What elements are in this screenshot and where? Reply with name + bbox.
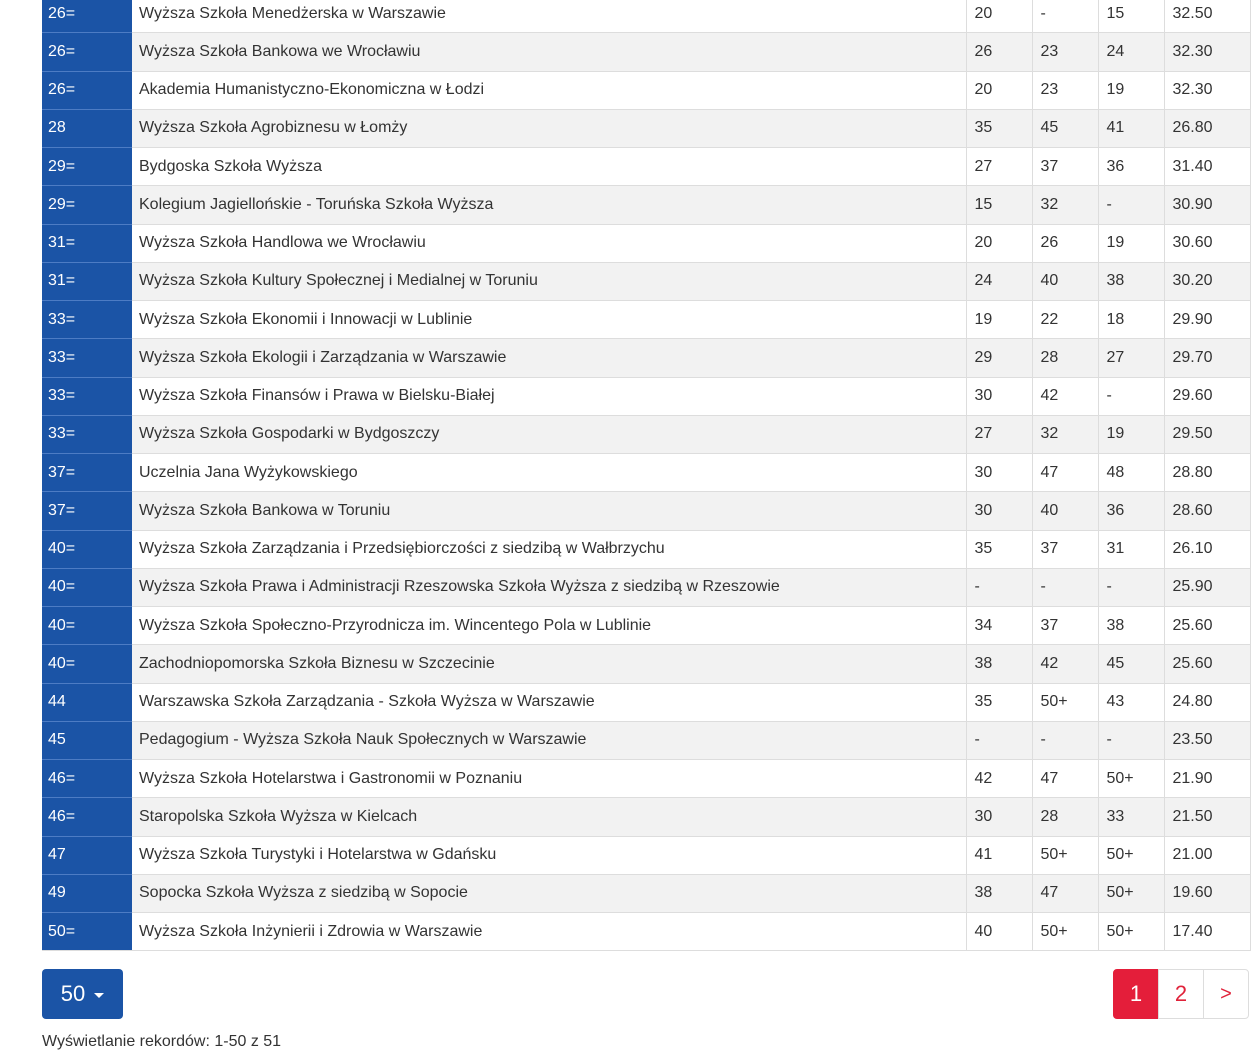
table-row [42, 874, 1250, 912]
ranking-table [42, 0, 1250, 951]
rank-cell: 26= [42, 33, 132, 71]
indicator-c-cell: 50+ [1098, 836, 1164, 874]
indicator-a-cell: - [966, 721, 1032, 759]
score-cell: 29.50 [1164, 415, 1250, 453]
rank-cell: 37= [42, 492, 132, 530]
score-cell: 32.30 [1164, 33, 1250, 71]
indicator-b-cell: 32 [1032, 415, 1098, 453]
indicator-c-cell: 38 [1098, 607, 1164, 645]
table-row [42, 492, 1250, 530]
rank-cell: 33= [42, 339, 132, 377]
indicator-c-cell: 31 [1098, 530, 1164, 568]
indicator-a-cell: 15 [966, 186, 1032, 224]
university-name-cell: Staropolska Szkoła Wyższa w Kielcach [132, 798, 966, 836]
indicator-c-cell: 33 [1098, 798, 1164, 836]
indicator-c-cell: - [1098, 186, 1164, 224]
indicator-b-cell: 28 [1032, 798, 1098, 836]
rank-cell: 33= [42, 377, 132, 415]
indicator-b-cell: 37 [1032, 148, 1098, 186]
indicator-b-cell: 23 [1032, 71, 1098, 109]
university-name-cell: Sopocka Szkoła Wyższa z siedzibą w Sopocie [132, 874, 966, 912]
university-name-cell: Wyższa Szkoła Ekologii i Zarządzania w Warszawie [132, 339, 966, 377]
indicator-c-cell: 48 [1098, 454, 1164, 492]
indicator-c-cell: 41 [1098, 109, 1164, 147]
indicator-b-cell: 37 [1032, 607, 1098, 645]
indicator-c-cell: - [1098, 721, 1164, 759]
indicator-c-cell: 24 [1098, 33, 1164, 71]
indicator-a-cell: 35 [966, 109, 1032, 147]
pagination [1113, 969, 1249, 1019]
score-cell: 30.20 [1164, 262, 1250, 300]
indicator-a-cell: 26 [966, 33, 1032, 71]
university-name-cell: Wyższa Szkoła Kultury Społecznej i Medialnej w Toruniu [132, 262, 966, 300]
indicator-a-cell: - [966, 568, 1032, 606]
indicator-b-cell: 45 [1032, 109, 1098, 147]
rank-cell: 47 [42, 836, 132, 874]
score-cell: 29.90 [1164, 301, 1250, 339]
indicator-b-cell: - [1032, 568, 1098, 606]
indicator-b-cell: 47 [1032, 874, 1098, 912]
table-row [42, 607, 1250, 645]
indicator-a-cell: 27 [966, 415, 1032, 453]
table-row [42, 186, 1250, 224]
score-cell: 29.70 [1164, 339, 1250, 377]
table-row [42, 415, 1250, 453]
table-row [42, 568, 1250, 606]
score-cell: 23.50 [1164, 721, 1250, 759]
indicator-a-cell: 30 [966, 492, 1032, 530]
university-name-cell: Wyższa Szkoła Ekonomii i Innowacji w Lublinie [132, 301, 966, 339]
rank-cell: 33= [42, 301, 132, 339]
indicator-a-cell: 34 [966, 607, 1032, 645]
indicator-c-cell: 36 [1098, 148, 1164, 186]
table-row [42, 301, 1250, 339]
score-cell: 30.60 [1164, 224, 1250, 262]
page-size-dropdown[interactable] [42, 969, 123, 1019]
table-row [42, 0, 1250, 33]
rank-cell: 37= [42, 454, 132, 492]
indicator-c-cell: 27 [1098, 339, 1164, 377]
university-name-cell: Pedagogium - Wyższa Szkoła Nauk Społecznych w Warszawie [132, 721, 966, 759]
indicator-c-cell: 36 [1098, 492, 1164, 530]
table-row [42, 262, 1250, 300]
rank-cell: 46= [42, 760, 132, 798]
score-cell: 32.30 [1164, 71, 1250, 109]
table-row [42, 339, 1250, 377]
indicator-b-cell: 23 [1032, 33, 1098, 71]
indicator-a-cell: 42 [966, 760, 1032, 798]
indicator-c-cell: 50+ [1098, 760, 1164, 798]
score-cell: 19.60 [1164, 874, 1250, 912]
rank-cell: 50= [42, 913, 132, 951]
indicator-b-cell: 22 [1032, 301, 1098, 339]
indicator-b-cell: - [1032, 0, 1098, 33]
indicator-c-cell: 50+ [1098, 874, 1164, 912]
score-cell: 32.50 [1164, 0, 1250, 33]
score-cell: 25.90 [1164, 568, 1250, 606]
university-name-cell: Wyższa Szkoła Inżynierii i Zdrowia w Warszawie [132, 913, 966, 951]
university-name-cell: Uczelnia Jana Wyżykowskiego [132, 454, 966, 492]
indicator-c-cell: 45 [1098, 645, 1164, 683]
indicator-b-cell: 26 [1032, 224, 1098, 262]
rank-cell: 45 [42, 721, 132, 759]
university-name-cell: Warszawska Szkoła Zarządzania - Szkoła Wyższa w Warszawie [132, 683, 966, 721]
university-name-cell: Wyższa Szkoła Bankowa we Wrocławiu [132, 33, 966, 71]
university-name-cell: Wyższa Szkoła Agrobiznesu w Łomży [132, 109, 966, 147]
page-1-button[interactable]: 1 [1113, 969, 1159, 1019]
rank-cell: 40= [42, 607, 132, 645]
indicator-a-cell: 19 [966, 301, 1032, 339]
score-cell: 26.80 [1164, 109, 1250, 147]
indicator-c-cell: 19 [1098, 415, 1164, 453]
table-row [42, 836, 1250, 874]
table-row [42, 33, 1250, 71]
next-page-button[interactable]: > [1203, 969, 1249, 1019]
rank-cell: 40= [42, 645, 132, 683]
score-cell: 17.40 [1164, 913, 1250, 951]
indicator-a-cell: 24 [966, 262, 1032, 300]
indicator-b-cell: 28 [1032, 339, 1098, 377]
score-cell: 21.50 [1164, 798, 1250, 836]
university-name-cell: Wyższa Szkoła Handlowa we Wrocławiu [132, 224, 966, 262]
indicator-b-cell: 40 [1032, 492, 1098, 530]
indicator-a-cell: 20 [966, 0, 1032, 33]
table-row [42, 148, 1250, 186]
university-name-cell: Wyższa Szkoła Bankowa w Toruniu [132, 492, 966, 530]
table-row [42, 760, 1250, 798]
score-cell: 29.60 [1164, 377, 1250, 415]
caret-down-icon [94, 993, 104, 998]
university-name-cell: Zachodniopomorska Szkoła Biznesu w Szczecinie [132, 645, 966, 683]
rank-cell: 29= [42, 186, 132, 224]
indicator-c-cell: 38 [1098, 262, 1164, 300]
indicator-b-cell: 50+ [1032, 836, 1098, 874]
indicator-b-cell: - [1032, 721, 1098, 759]
indicator-a-cell: 20 [966, 71, 1032, 109]
table-row [42, 530, 1250, 568]
rank-cell: 31= [42, 262, 132, 300]
indicator-b-cell: 42 [1032, 645, 1098, 683]
indicator-a-cell: 41 [966, 836, 1032, 874]
table-row [42, 798, 1250, 836]
university-name-cell: Wyższa Szkoła Finansów i Prawa w Bielsku-Białej [132, 377, 966, 415]
score-cell: 28.80 [1164, 454, 1250, 492]
university-name-cell: Wyższa Szkoła Menedżerska w Warszawie [132, 0, 966, 33]
indicator-a-cell: 30 [966, 377, 1032, 415]
table-row [42, 71, 1250, 109]
university-name-cell: Akademia Humanistyczno-Ekonomiczna w Łodzi [132, 71, 966, 109]
rank-cell: 46= [42, 798, 132, 836]
table-row [42, 721, 1250, 759]
rank-cell: 44 [42, 683, 132, 721]
score-cell: 25.60 [1164, 645, 1250, 683]
indicator-a-cell: 29 [966, 339, 1032, 377]
rank-cell: 31= [42, 224, 132, 262]
indicator-a-cell: 38 [966, 874, 1032, 912]
university-name-cell: Wyższa Szkoła Zarządzania i Przedsiębiorczości z siedzibą w Wałbrzychu [132, 530, 966, 568]
table-row [42, 109, 1250, 147]
indicator-b-cell: 37 [1032, 530, 1098, 568]
university-name-cell: Wyższa Szkoła Hotelarstwa i Gastronomii w Poznaniu [132, 760, 966, 798]
indicator-a-cell: 40 [966, 913, 1032, 951]
indicator-c-cell: 15 [1098, 0, 1164, 33]
ranking-table-wrapper [42, 0, 1251, 951]
university-name-cell: Wyższa Szkoła Społeczno-Przyrodnicza im. Wincentego Pola w Lublinie [132, 607, 966, 645]
indicator-a-cell: 27 [966, 148, 1032, 186]
indicator-c-cell: 19 [1098, 71, 1164, 109]
rank-cell: 29= [42, 148, 132, 186]
university-name-cell: Kolegium Jagiellońskie - Toruńska Szkoła Wyższa [132, 186, 966, 224]
indicator-c-cell: 19 [1098, 224, 1164, 262]
rank-cell: 33= [42, 415, 132, 453]
score-cell: 25.60 [1164, 607, 1250, 645]
indicator-b-cell: 47 [1032, 454, 1098, 492]
records-info: Wyświetlanie rekordów: 1-50 z 51 [42, 1033, 282, 1050]
score-cell: 26.10 [1164, 530, 1250, 568]
indicator-b-cell: 40 [1032, 262, 1098, 300]
table-row [42, 683, 1250, 721]
indicator-a-cell: 30 [966, 798, 1032, 836]
indicator-a-cell: 38 [966, 645, 1032, 683]
rank-cell: 40= [42, 568, 132, 606]
score-cell: 21.00 [1164, 836, 1250, 874]
university-name-cell: Wyższa Szkoła Prawa i Administracji Rzeszowska Szkoła Wyższa z siedzibą w Rzeszowie [132, 568, 966, 606]
indicator-b-cell: 32 [1032, 186, 1098, 224]
table-row [42, 645, 1250, 683]
rank-cell: 28 [42, 109, 132, 147]
indicator-b-cell: 50+ [1032, 683, 1098, 721]
indicator-c-cell: 50+ [1098, 913, 1164, 951]
indicator-a-cell: 20 [966, 224, 1032, 262]
rank-cell: 26= [42, 0, 132, 33]
score-cell: 24.80 [1164, 683, 1250, 721]
page-size-value: 50 [60, 981, 86, 1006]
score-cell: 28.60 [1164, 492, 1250, 530]
page-2-button[interactable]: 2 [1158, 969, 1204, 1019]
table-row [42, 224, 1250, 262]
rank-cell: 49 [42, 874, 132, 912]
university-name-cell: Wyższa Szkoła Gospodarki w Bydgoszczy [132, 415, 966, 453]
indicator-a-cell: 35 [966, 683, 1032, 721]
ranking-table-body [42, 0, 1250, 951]
indicator-c-cell: 18 [1098, 301, 1164, 339]
table-row [42, 454, 1250, 492]
indicator-a-cell: 35 [966, 530, 1032, 568]
table-row [42, 377, 1250, 415]
indicator-b-cell: 47 [1032, 760, 1098, 798]
indicator-c-cell: 43 [1098, 683, 1164, 721]
indicator-c-cell: - [1098, 568, 1164, 606]
indicator-b-cell: 50+ [1032, 913, 1098, 951]
indicator-c-cell: - [1098, 377, 1164, 415]
indicator-a-cell: 30 [966, 454, 1032, 492]
rank-cell: 26= [42, 71, 132, 109]
score-cell: 30.90 [1164, 186, 1250, 224]
indicator-b-cell: 42 [1032, 377, 1098, 415]
table-row [42, 913, 1250, 951]
score-cell: 21.90 [1164, 760, 1250, 798]
score-cell: 31.40 [1164, 148, 1250, 186]
university-name-cell: Bydgoska Szkoła Wyższa [132, 148, 966, 186]
rank-cell: 40= [42, 530, 132, 568]
university-name-cell: Wyższa Szkoła Turystyki i Hotelarstwa w Gdańsku [132, 836, 966, 874]
